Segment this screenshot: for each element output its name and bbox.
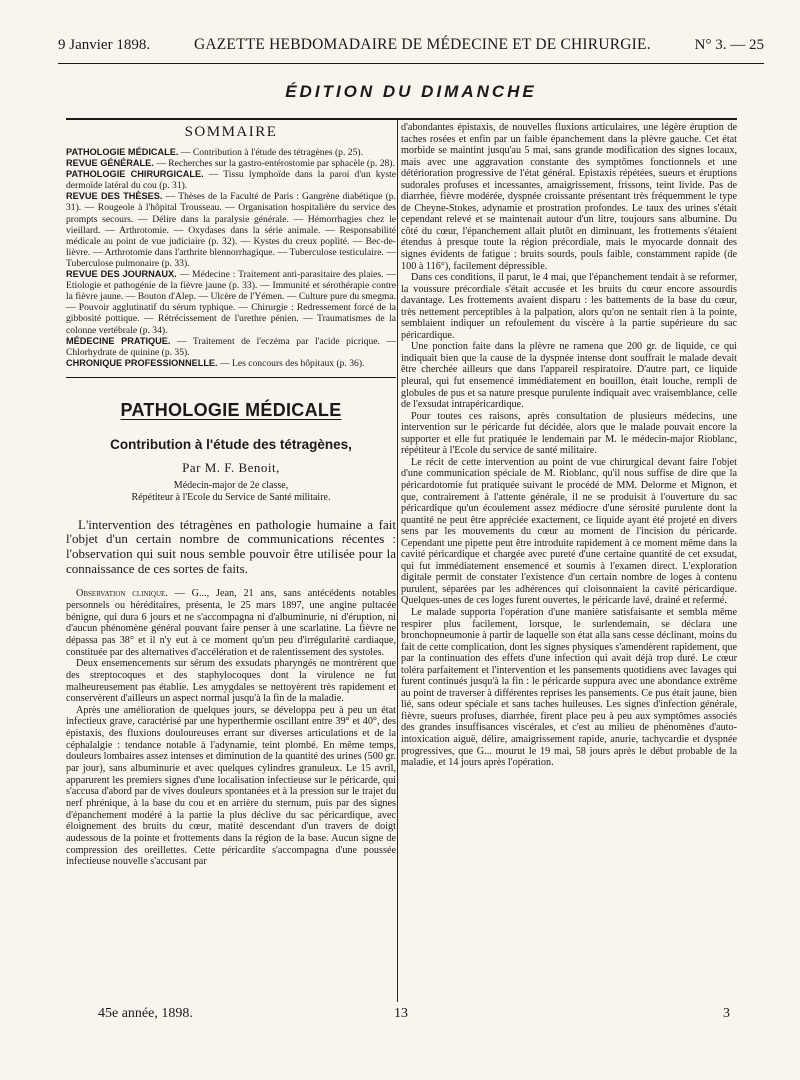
sommaire-entry: REVUE DES JOURNAUX. — Médecine : Traitement anti-parasitaire des plaies. — Etiologie et pathogénie de la fièvre jaune (p. 33). — Immunité et sérothérapie contre la fièvre jaune. — Bouton d'Alep. — Ulcère de l'Yémen. — Culture pure du smegma. — Pouvoir agglutinatif du sérum typhique. — Chirurgie : Redressement forcé de la gibbosité pottique. — Rétrécissement de l'urethre pénien. — Traumatismes de la colonne vertébrale (p. 34).	[66, 269, 396, 336]
body-paragraph: Le récit de cette intervention au point de vue chirurgical devant faire l'objet d'une communication spéciale de M. Rioblanc, qu'il nous suffise de dire que la péricardotomie fut pratiquée suivant le procédé de MM. Delorme et Mignon, et que, contrairement à l'attente générale, il ne se produisit à l'ouverture du sac péricardique qu'un écoulement assez médiocre d'une sérosité purulente dont la quantité ne peut être appréciée exactement, ce liquide ayant été projeté en divers sens par les mouvements du cœur au moment de l'incision du péricarde. Cependant une pipette peut être introduite rapidement à ce moment même dans la cavité péricardique et chargée avec pureté d'une certaine quantité de cet exsudat, qui fut immédiatement ensemencé et soumis à l'examen direct. L'exploration digitale permit de constater l'existence d'un certain nombre de loges à contenu purulent, séparées par les adhérences qui cloisonnaient la cavité péricardique. Quelques-unes de ces loges furent ouvertes, le péricarde lavé, drainé et refermé.	[401, 456, 737, 607]
article-body-left	[66, 588, 396, 868]
body-paragraph: d'abondantes épistaxis, de nouvelles fluxions articulaires, une légère éruption de taches rosées et enfin par un faible épanchement dans la plèvre gauche. Cet état morbide se maintint jusqu'au 5 mai, sans grande modification des signes locaux, mais avec une aggravation constante des symptômes fonctionnels et une détérioration progressive de l'état général. Epistaxis répétées, sueurs et éruptions sudorales profuses et incessantes, amaigrissement, frissons, teint livide. Pas de diarrhée, fièvre modérée, dyspnée croissante présentant très fréquemment le type de Cheyne-Stokes, adynamie et prostration profondes. Le taux des urines s'était cependant relevé et se maintenait autour d'un litre, toujours sans albumine. Du côté du cœur, l'épanchement allait plutôt en diminuant, les frottements s'étaient étendus à presque toute la région précordiale, mais le myocarde donnait des signes évidents de fatigue : bruits sourds, pouls faible, constamment rapide (de 100 à 116°), facilement dépressible.	[401, 122, 737, 272]
sommaire-entry: PATHOLOGIE MÉDICALE. — Contribution à l'étude des tétragènes (p. 25).	[66, 147, 363, 158]
page-number-center: 13	[394, 1006, 408, 1021]
page-header	[58, 36, 764, 60]
page-number-right: 3	[723, 1006, 730, 1021]
article-title: Contribution à l'étude des tétragènes,	[110, 436, 352, 452]
body-paragraph: Le malade supporta l'opération d'une manière satisfaisante et sembla même respirer plus facilement, lorsque, le surlendemain, se déclara une bronchopneumonie à partir de laquelle son état alla sans cesse déclinant, moins du fait de cette complication, dont les signes physiques s'amendèrent rapidement, que par la continuation des effets d'une infection qui avait déjà trop duré. Le cœur toléra parfaitement et l'intervention et les pansements quotidiens avec lavages qui furent continués jusqu'à la fin : le péricarde suppura avec une abondance extrême au point de traverser à différentes reprises les pansements. Ce pus était jaune, bien lié, sans odeur spéciale et sans taches huileuses. Les signes d'infection générale, fièvre, sueurs profuses, diarrhée, firent place peu à peu aux symptômes associés des grandes insuffisances viscérales, et c'est au milieu de phénomènes d'auto-intoxication aiguë, délire, amaigrissement rapide, anurie, tachycardie et dyspnée progressives, que G... mourut le 19 mai, 58 jours après le début probable de la maladie, et 14 jours après l'opération.	[401, 606, 737, 769]
header-date: 9 Janvier 1898.	[58, 37, 151, 53]
sommaire-entry: MÉDECINE PRATIQUE. — Traitement de l'eczéma par l'acide picrique. — Chlorhydrate de quinine (p. 35).	[66, 335, 397, 358]
volume-year: 45e année, 1898.	[98, 1006, 193, 1021]
section-title: PATHOLOGIE MÉDICALE	[120, 399, 342, 420]
edition-title: ÉDITION DU DIMANCHE	[285, 82, 537, 101]
header-rule	[58, 63, 764, 64]
sommaire-title: SOMMAIRE	[184, 124, 278, 140]
sommaire-entry: REVUE GÉNÉRALE. — Recherches sur la gastro-entérostomie par sphacèle (p. 28).	[66, 158, 395, 170]
issue-number: N° 3. — 25	[694, 37, 764, 53]
sommaire-list	[66, 147, 396, 369]
article-lead: L'intervention des tétragènes en pathologie humaine a fait l'objet d'un certain nombre de communications récentes : l'observation qui suit nous semble pouvoir être utilisée pour la connaissance de ces sortes de faits.	[66, 516, 396, 576]
sommaire-entry: CHRONIQUE PROFESSIONNELLE. — Les concours des hôpitaux (p. 36).	[66, 357, 365, 369]
sommaire-rule	[66, 377, 396, 378]
author-affiliation: Médecin-major de 2e classe, Répétiteur à l'Ecole du Service de Santé militaire.	[131, 479, 331, 503]
body-paragraph: Dans ces conditions, il parut, le 4 mai, que l'épanchement tendait à se reformer, la voussure précordiale s'était accusée et les bruits du cœur encore assourdis davantage. Les frottements avaient disparu : les battements de la base du cœur, très nettement perceptibles à la palpation, alors qu'on ne sentait rien à la pointe, semblaient indiquer un refoulement du viscère à la partie supérieure du sac péricardique.	[401, 272, 737, 341]
journal-title: GAZETTE HEBDOMADAIRE DE MÉDECINE ET DE CHIRURGIE.	[193, 36, 651, 53]
edition-rule	[66, 118, 737, 120]
body-paragraph: Une ponction faite dans la plèvre ne ramena que 200 gr. de liquide, ce qui indiquait bien que la cause de la dyspnée intense dont souffrait le malade devait être cherchée ailleurs que dans l'appareil respiratoire. D'autre part, ce liquide pleural, qui fut ensemencé immédiatement en bouillon, était louche, rempli de globules de pus et sa nature presque purulente indiquait avec vraisemblance, celle de l'exsudat intrapéricardique.	[401, 341, 737, 411]
article-author: Par M. F. Benoit,	[182, 459, 280, 475]
left-column	[66, 122, 396, 868]
body-paragraph: Pour toutes ces raisons, après consultation de plusieurs médecins, une intervention sur le péricarde fut décidée, alors que le malade pouvait encore la supporter et elle fut pratiquée le lendemain par M. le médecin-major Rioblanc, répétiteur à l'Ecole du service de santé militaire.	[401, 410, 737, 457]
right-column	[401, 122, 737, 769]
observation-label: Observation clinique.	[76, 588, 168, 600]
column-separator	[397, 120, 398, 1002]
sommaire-entry: PATHOLOGIE CHIRURGICALE. — Tissu lymphoïde dans la paroi d'un kyste dermoïde latéral du cou (p. 31).	[66, 169, 397, 192]
body-paragraph: Après une amélioration de quelques jours, se développa peu à peu un état infectieux grave, caractérisé par une hyperthermie oscillant entre 39° et 40°, des épistaxis, des fluxions douloureuses errant sur diverses articulations et de la céphalalgie : tendance notable à l'adynamie, teint plombé. En même temps, douleurs lombaires assez intenses et diminution de la quantité des urines (500 gr. par jour), sans albuminurie et avec quelques cylindres granuleux. Le 15 avril, apparurent les premiers signes d'une localisation infectieuse sur le péricarde, qui s'accusa d'abord par de vives douleurs spontanées et à la pression sur le trajet du nerf phrénique, à la base du cou et en arrière du sternum, puis par des signes d'épanchement modéré à la partie la plus déclive du sac péricardique, avec éloignement des bruits du cœur, matité descendant d'un travers de doigt audessous de la pointe et frottements dans la région de la base. Aucun signe de compression des oreillettes. Cette péricardite s'accompagna d'une poussée infectieuse nouvelle s'accusant par	[66, 704, 396, 868]
sommaire-entry: REVUE DES THÈSES. — Thèses de la Faculté de Paris : Gangrène diabétique (p. 31). — Rougeole à l'hôpital Trousseau. — Organisation hospitalière du service des prompts secours. — Délire dans la paralysie générale. — Hémorrhagies chez le vieillard. — Arthrotomie. — Oxydases dans la série animale. — Responsabilité médicale au point de vue judiciaire (p. 32). — Kystes du creux poplité. — Bec-de-lièvre. — Arthrotomie dans l'arthrite blennorrhagique. — Tuberculose testiculaire. — Tuberculose pulmonaire (p. 33).	[66, 191, 396, 269]
body-paragraph: Deux ensemencements sur sérum des exsudats pharyngés ne montrèrent que des streptocoques et des staphylocoques dont la virulence ne fut malheureusement pas établie. Les amygdales se nettoyèrent très rapidement et conservèrent d'ailleurs un aspect normal jusqu'à la fin de la maladie.	[66, 658, 396, 705]
body-paragraph: Observation clinique. — G..., Jean, 21 ans, sans antécédents notables personnels ou héréditaires, présenta, le 25 mars 1897, une angine pultacée bénigne, qui dura 6 jours et ne s'accompagna ni d'albuminurie, ni d'éruption, ni d'aucun phénomène général pouvant faire penser à une scarlatine. La fièvre ne dépassa pas 38° et il n'y eut à ce moment qu'un peu d'irrégularité cardiaque, constituée par des alternatives d'accélération et de ralentissement des systoles.	[66, 588, 396, 658]
page-footer	[58, 1006, 764, 1026]
